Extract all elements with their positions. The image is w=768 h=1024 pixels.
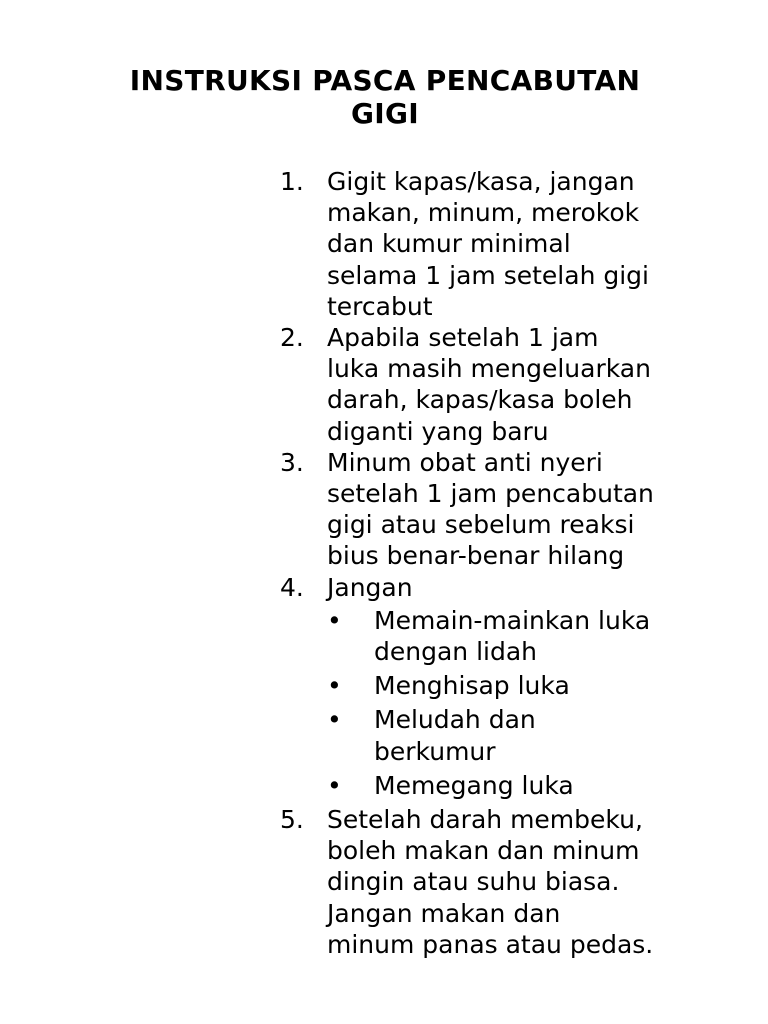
item-text bbox=[327, 447, 707, 572]
item-number: 4. bbox=[280, 572, 304, 602]
bullet-icon: • bbox=[327, 605, 342, 635]
sub-item-3 bbox=[327, 704, 707, 766]
bullet-icon: • bbox=[327, 770, 342, 800]
sub-item-line: berkumur bbox=[374, 736, 496, 766]
sub-item-text bbox=[374, 605, 707, 667]
item-text bbox=[327, 166, 707, 322]
item-line: tercabut bbox=[327, 291, 433, 321]
sub-item-2 bbox=[327, 670, 707, 701]
sub-item-text bbox=[374, 704, 707, 766]
item-line: Jangan bbox=[327, 572, 413, 602]
sub-item-4 bbox=[327, 770, 707, 801]
item-line: luka masih mengeluarkan bbox=[327, 354, 651, 384]
list-item-3 bbox=[0, 447, 707, 572]
item-number: 5. bbox=[280, 805, 304, 835]
item-line: boleh makan dan minum bbox=[327, 836, 640, 866]
page-title bbox=[60, 64, 710, 130]
item-line: minum panas atau pedas. bbox=[327, 929, 654, 959]
item-number: 2. bbox=[280, 323, 304, 353]
item-line: Apabila setelah 1 jam bbox=[327, 323, 599, 353]
item-line: diganti yang baru bbox=[327, 416, 549, 446]
item-number: 1. bbox=[280, 167, 304, 196]
item-line: Minum obat anti nyeri bbox=[327, 447, 603, 477]
item-line: Setelah darah membeku, bbox=[327, 805, 643, 835]
instruction-list bbox=[0, 166, 768, 960]
sub-item-line: Meludah dan bbox=[374, 705, 536, 735]
item-text bbox=[327, 804, 707, 960]
item-number: 3. bbox=[280, 447, 304, 477]
item-line: setelah 1 jam pencabutan bbox=[327, 479, 654, 509]
item-line: Gigit kapas/kasa, jangan bbox=[327, 167, 635, 196]
item-line: dingin atau suhu biasa. bbox=[327, 867, 620, 897]
item-line: Jangan makan dan bbox=[327, 898, 561, 928]
item-line: dan kumur minimal bbox=[327, 229, 571, 259]
item-text bbox=[327, 322, 707, 447]
sub-item-line: Menghisap luka bbox=[374, 671, 570, 701]
sub-item-line: Memegang luka bbox=[374, 770, 574, 800]
bullet-icon: • bbox=[327, 705, 342, 735]
item-line: darah, kapas/kasa boleh bbox=[327, 385, 633, 415]
list-item-2 bbox=[0, 322, 707, 447]
list-item-1 bbox=[0, 166, 707, 322]
item-line: gigi atau sebelum reaksi bbox=[327, 510, 635, 540]
item-text bbox=[327, 572, 707, 603]
title-line-1: INSTRUKSI PASCA PENCABUTAN bbox=[129, 64, 641, 97]
sub-item-text bbox=[374, 770, 707, 801]
sub-list bbox=[327, 605, 707, 801]
sub-item-text bbox=[374, 670, 707, 701]
sub-item-1 bbox=[327, 605, 707, 667]
sub-item-line: dengan lidah bbox=[374, 637, 538, 667]
item-line: selama 1 jam setelah gigi bbox=[327, 260, 649, 290]
list-item-5 bbox=[0, 804, 707, 960]
list-item-4 bbox=[0, 572, 707, 801]
bullet-icon: • bbox=[327, 671, 342, 701]
item-line: makan, minum, merokok bbox=[327, 198, 640, 228]
sub-item-line: Memain-mainkan luka bbox=[374, 605, 651, 635]
title-line-2: GIGI bbox=[350, 97, 419, 130]
item-line: bius benar-benar hilang bbox=[327, 541, 625, 571]
